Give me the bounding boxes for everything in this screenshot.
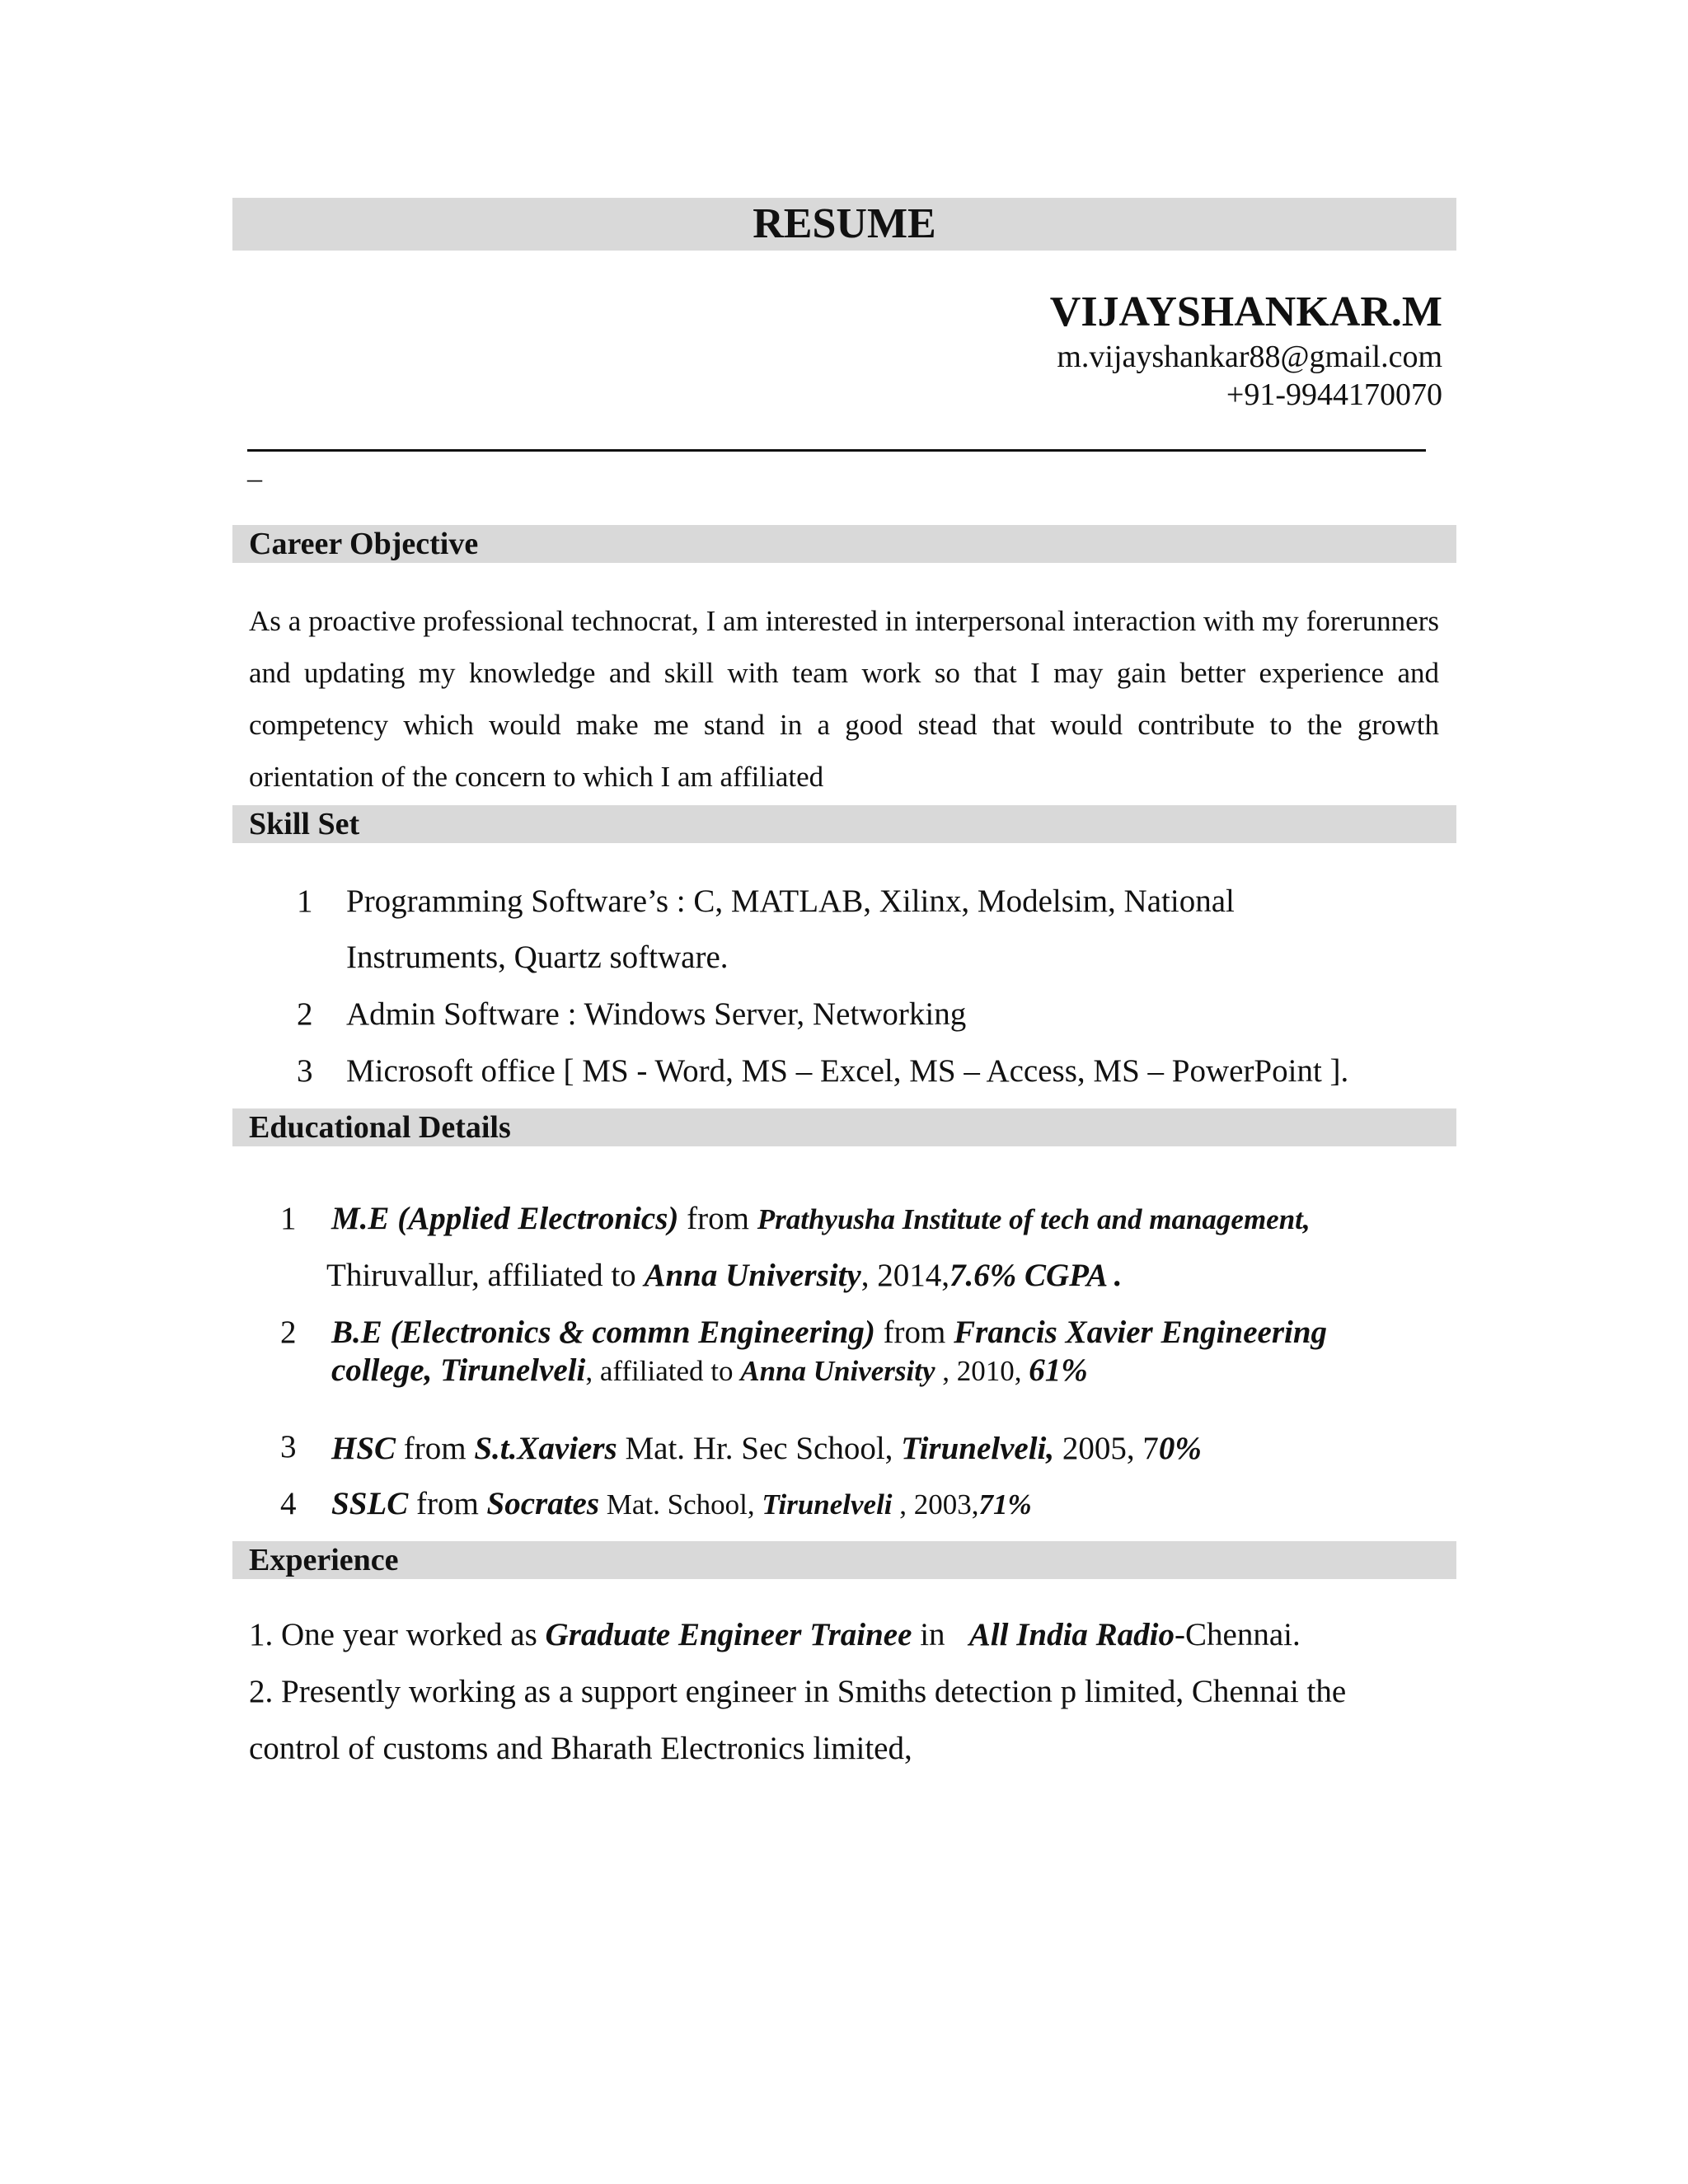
career-objective-bar: [232, 525, 1456, 563]
education-item-continuation: [331, 1352, 1088, 1390]
rule-dash: –: [247, 462, 262, 494]
skill-set-bar: [232, 805, 1456, 843]
skill-number: 2: [297, 996, 313, 1032]
score: 0%: [1158, 1431, 1202, 1466]
city: Tirunelveli,: [901, 1431, 1055, 1466]
experience-item: 2. Presently working as a support engineer in Smiths detection p limited, Chennai the: [249, 1674, 1347, 1709]
university: Anna University: [644, 1258, 861, 1293]
institute: Francis Xavier Engineering: [954, 1315, 1328, 1350]
skill-set-heading: Skill Set: [249, 807, 360, 841]
educational-details-bar: [232, 1108, 1456, 1146]
score: 71%: [978, 1488, 1032, 1521]
education-item: [331, 1430, 1202, 1468]
skill-item-continuation: Instruments, Quartz software.: [346, 940, 729, 975]
degree: M.E (Applied Electronics): [331, 1201, 679, 1236]
degree: SSLC: [331, 1486, 409, 1521]
location: -Chennai.: [1175, 1617, 1301, 1652]
education-item: [331, 1314, 1327, 1352]
organization: All India Radio: [968, 1617, 1175, 1652]
school: S.t.Xaviers: [474, 1431, 617, 1466]
year: , 2003,: [892, 1488, 979, 1521]
from-text: from: [678, 1201, 757, 1236]
education-number: 2: [280, 1315, 297, 1350]
experience-item: [249, 1616, 1301, 1654]
place: Thiruvallur, affiliated to: [326, 1258, 645, 1293]
title-bar: [232, 198, 1456, 251]
score: 7.6% CGPA .: [949, 1258, 1123, 1293]
education-item-continuation: [326, 1257, 1122, 1295]
job-role: Graduate Engineer Trainee: [545, 1617, 912, 1652]
career-objective-heading: Career Objective: [249, 527, 479, 561]
horizontal-rule: [247, 449, 1426, 452]
candidate-name: VIJAYSHANKAR.M: [1049, 288, 1442, 335]
school: Socrates: [486, 1486, 600, 1521]
education-number: 3: [280, 1429, 297, 1465]
city: Tirunelveli: [762, 1488, 893, 1521]
phone-number: +91-9944170070: [1226, 377, 1442, 412]
skill-item: Microsoft office [ MS - Word, MS – Excel, MS – Access, MS – PowerPoint ].: [346, 1053, 1349, 1089]
education-item: [331, 1485, 1032, 1524]
affiliation: , affiliated to: [585, 1355, 741, 1387]
page-title: RESUME: [753, 200, 936, 247]
skill-number: 3: [297, 1053, 313, 1089]
skill-item: Admin Software : Windows Server, Networking: [346, 996, 967, 1032]
institute-city: college, Tirunelveli: [331, 1352, 586, 1388]
education-number: 1: [280, 1201, 297, 1236]
year: , 2010,: [935, 1355, 1029, 1387]
experience-heading: Experience: [249, 1543, 399, 1577]
year: , 2014,: [860, 1258, 950, 1293]
email-address: m.vijayshankar88@gmail.com: [1057, 340, 1442, 374]
experience-text: in: [912, 1617, 969, 1652]
experience-bar: [232, 1541, 1456, 1579]
university: Anna University: [740, 1355, 935, 1387]
experience-text: 1. One year worked as: [249, 1617, 546, 1652]
education-number: 4: [280, 1486, 297, 1521]
experience-item-continuation: control of customs and Bharath Electronics limited,: [249, 1731, 912, 1766]
school-detail: Mat. Hr. Sec School,: [617, 1431, 902, 1466]
skill-number: 1: [297, 883, 313, 919]
degree: B.E (Electronics & commn Engineering): [331, 1315, 875, 1350]
year: 2005, 7: [1054, 1431, 1159, 1466]
from-text: from: [408, 1486, 487, 1521]
skill-item: Programming Software’s : C, MATLAB, Xilinx, Modelsim, National: [346, 883, 1235, 919]
institute: Prathyusha Institute of tech and management,: [757, 1203, 1311, 1235]
score: 61%: [1029, 1352, 1088, 1388]
from-text: from: [874, 1315, 954, 1350]
career-objective-text: As a proactive professional technocrat, I am interested in interpersonal interaction with my forerunners and updating my knowledge and skill with team work so that I may gain better experience and competency which would make me stand in a good stead that would contribute to the growth orientation of the concern to which I am affiliated: [249, 605, 1439, 793]
degree: HSC: [331, 1431, 396, 1466]
from-text: from: [396, 1431, 475, 1466]
educational-details-heading: Educational Details: [249, 1110, 511, 1145]
education-item: [331, 1200, 1311, 1239]
school-detail: Mat. School,: [599, 1488, 762, 1521]
